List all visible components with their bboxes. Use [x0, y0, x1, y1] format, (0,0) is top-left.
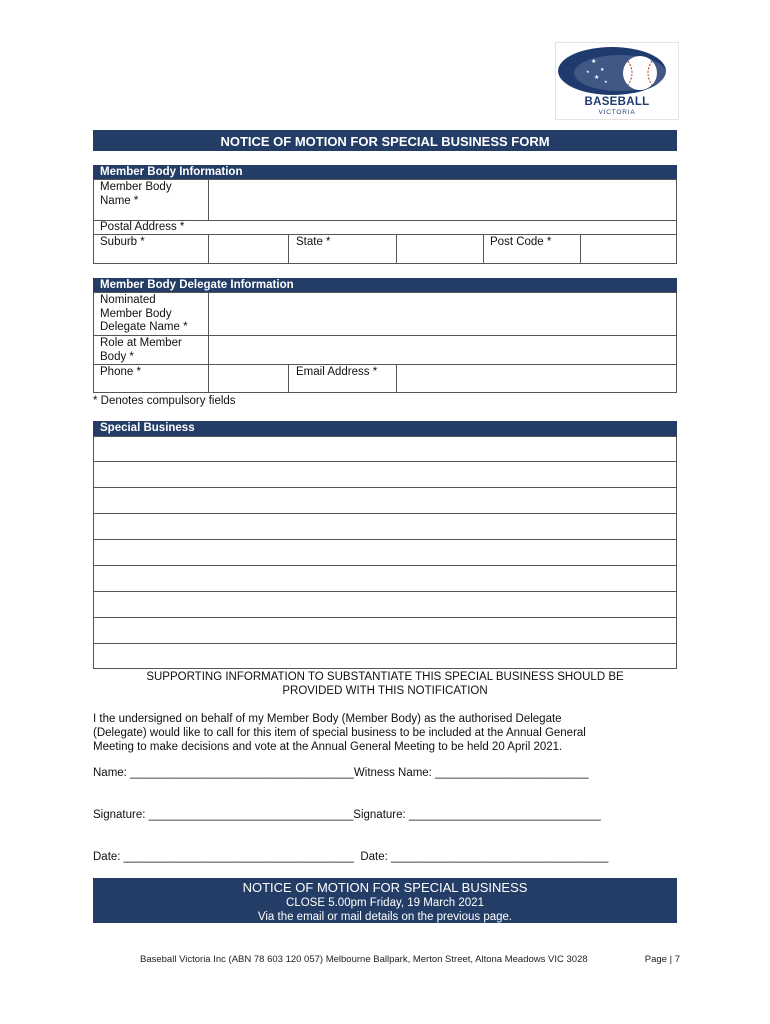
state-label: State * — [296, 236, 331, 248]
baseball-victoria-logo — [555, 42, 679, 120]
special-business-line[interactable] — [93, 592, 677, 618]
col-divider — [483, 234, 484, 264]
suburb-label: Suburb * — [100, 236, 145, 248]
postal-address-field[interactable] — [209, 221, 676, 234]
special-business-line[interactable] — [93, 618, 677, 644]
logo-wordmark: BASEBALL — [584, 96, 650, 108]
state-field[interactable] — [397, 235, 482, 263]
email-field[interactable] — [397, 365, 676, 392]
postcode-field[interactable] — [581, 235, 676, 263]
svg-text:★: ★ — [586, 69, 590, 74]
compulsory-note: * Denotes compulsory fields — [93, 395, 236, 407]
suburb-field[interactable] — [209, 235, 287, 263]
closing-instructions: Via the email or mail details on the previous page. — [257, 911, 513, 923]
closing-deadline: CLOSE 5.00pm Friday, 19 March 2021 — [286, 897, 484, 909]
svg-text:★: ★ — [591, 59, 597, 65]
phone-label: Phone * — [100, 366, 141, 378]
closing-notice-box — [93, 878, 677, 923]
special-business-line[interactable] — [93, 540, 677, 566]
member-body-heading: Member Body Information — [93, 165, 677, 180]
role-field[interactable] — [209, 336, 676, 364]
baseball-logo-icon — [556, 43, 678, 99]
delegate-name-field[interactable] — [209, 293, 676, 335]
special-business-heading: Special Business — [93, 421, 677, 436]
supporting-info-notice: SUPPORTING INFORMATION TO SUBSTANTIATE THIS SPECIAL BUSINESS SHOULD BE PROVIDED WITH THIS NOTIFICATION — [146, 671, 624, 697]
delegate-heading: Member Body Delegate Information — [93, 278, 677, 293]
special-business-line[interactable] — [93, 436, 677, 462]
date-row[interactable]: Date: ____________________________________ Date: __________________________________ — [93, 851, 609, 863]
col-divider — [288, 364, 289, 393]
svg-text:★: ★ — [604, 79, 608, 84]
page-number: Page | 7 — [644, 954, 680, 965]
name-witness-row[interactable]: Name: ___________________________________Witness Name: ________________________ — [93, 767, 589, 779]
col-divider — [288, 234, 289, 264]
special-business-line[interactable] — [93, 488, 677, 514]
declaration-text: I the undersigned on behalf of my Member Body (Member Body) as the authorised Delegate (Delegate) would like to call for this item of special business to be included at the Annual General Meeting to make decisions and vote at the Annual General Meeting to be held 20 April 2021. — [93, 713, 586, 753]
footer-address: Baseball Victoria Inc (ABN 78 603 120 057) Melbourne Ballpark, Merton Street, Altona Meadows VIC 3028 — [140, 954, 588, 965]
logo-subtext: VICTORIA — [598, 109, 636, 116]
svg-text:★: ★ — [600, 67, 605, 73]
role-label: Role at Member Body * — [100, 337, 182, 363]
delegate-name-label: Nominated Member Body Delegate Name * — [100, 294, 188, 333]
svg-text:★: ★ — [594, 75, 600, 81]
closing-notice-title: NOTICE OF MOTION FOR SPECIAL BUSINESS — [242, 880, 528, 895]
postcode-label: Post Code * — [490, 236, 552, 248]
postal-address-label: Postal Address * — [100, 221, 185, 233]
special-business-line[interactable] — [93, 514, 677, 540]
signature-row[interactable]: Signature: ________________________________Signature: ______________________________ — [93, 809, 601, 821]
member-body-name-label: Member Body Name * — [100, 181, 172, 207]
form-title: NOTICE OF MOTION FOR SPECIAL BUSINESS FORM — [93, 130, 677, 151]
email-label: Email Address * — [296, 366, 378, 378]
member-body-name-field[interactable] — [209, 180, 676, 220]
phone-field[interactable] — [209, 365, 287, 392]
special-business-line[interactable] — [93, 566, 677, 592]
special-business-line[interactable] — [93, 644, 677, 669]
special-business-line[interactable] — [93, 462, 677, 488]
